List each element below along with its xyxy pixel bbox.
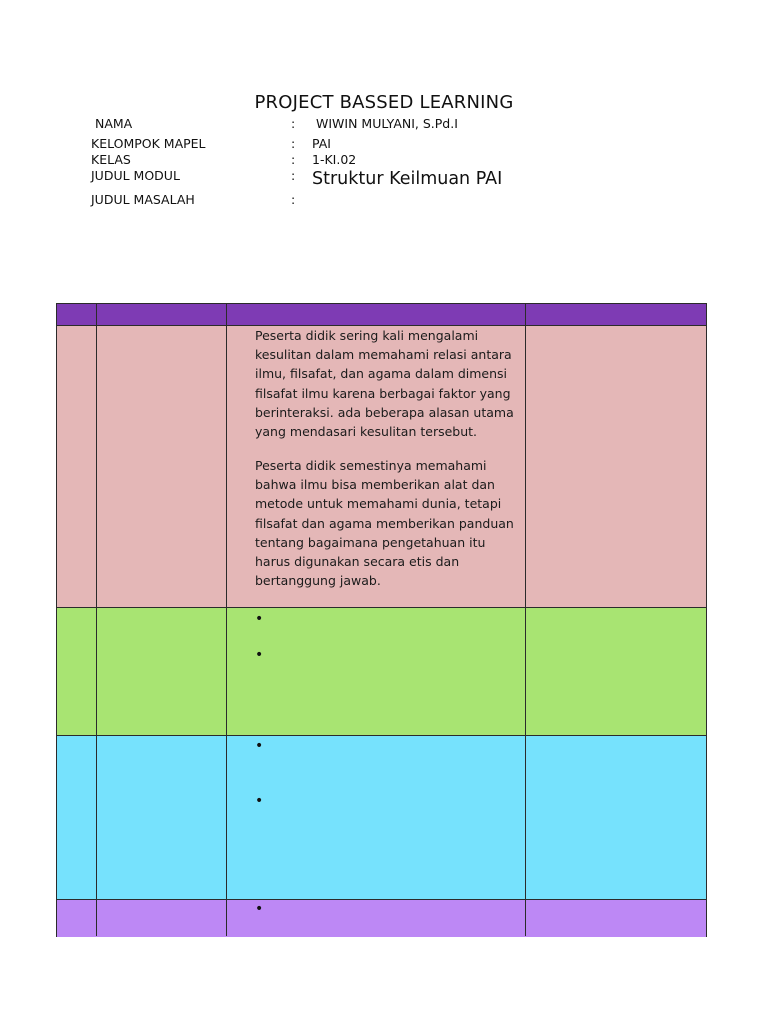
bullet-icon: • [255, 901, 264, 917]
table-row-green [57, 608, 706, 736]
table-header-row [57, 304, 706, 326]
pbl-table [56, 303, 707, 937]
field-colon: : [291, 168, 296, 183]
field-value-kelas: 1-KI.02 [312, 152, 357, 167]
table-row-blue [57, 736, 706, 900]
bullet-icon: • [255, 738, 264, 754]
field-colon: : [291, 152, 296, 167]
field-value-judul-modul: Struktur Keilmuan PAI [312, 169, 503, 189]
bullet-icon: • [255, 647, 264, 663]
field-value-nama: WIWIN MULYANI, S.Pd.I [316, 116, 458, 131]
problem-paragraph-1: Peserta didik sering kali mengalami kesulitan dalam memahami relasi antara ilmu, filsafat, dan agama dalam dimensi filsafat ilmu karena berbagai faktor yang berinteraksi. ada beberapa alasan utama yang mendasari kesulitan tersebut. [255, 328, 514, 440]
field-value-kelompok-mapel: PAI [312, 136, 331, 151]
bullet-icon: • [255, 793, 264, 809]
table-column-divider [525, 304, 526, 936]
page-title: PROJECT BASSED LEARNING [254, 92, 514, 113]
field-label-kelompok-mapel: KELOMPOK MAPEL [91, 136, 206, 151]
field-label-nama: NAMA [95, 116, 133, 131]
table-column-divider [226, 304, 227, 936]
bullet-icon: • [255, 611, 264, 627]
table-divider [57, 735, 706, 736]
field-label-judul-modul: JUDUL MODUL [91, 168, 180, 183]
problem-paragraph-2: Peserta didik semestinya memahami bahwa ilmu bisa memberikan alat dan metode untuk memahami dunia, tetapi filsafat dan agama memberikan panduan tentang bagaimana pengetahuan itu harus digunakan secara etis dan bertanggung jawab. [255, 458, 514, 589]
table-row-purple [57, 900, 706, 937]
table-column-divider [96, 304, 97, 936]
field-label-kelas: KELAS [91, 152, 131, 167]
field-colon: : [291, 116, 296, 131]
table-divider [57, 607, 706, 608]
field-colon: : [291, 192, 296, 207]
field-colon: : [291, 136, 296, 151]
table-divider [57, 899, 706, 900]
field-label-judul-masalah: JUDUL MASALAH [91, 192, 195, 207]
